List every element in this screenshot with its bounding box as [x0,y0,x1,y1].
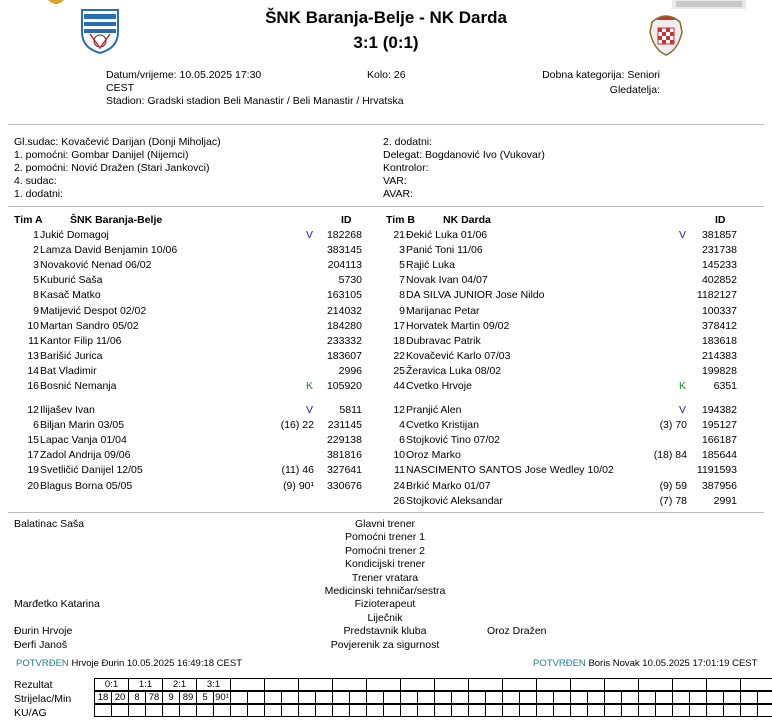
goalkeeper-mark: V [306,404,314,416]
player-name: Cvetko Kristijan [406,419,479,432]
divider [8,206,764,207]
scorer-minute-cell [247,691,265,704]
scorer-minute-cell [519,691,537,704]
player-name: Zadol Andrija 09/06 [40,449,131,462]
ku-ag-cell [332,704,350,717]
ku-ag-cell [655,704,673,717]
result-score-cell [536,678,571,691]
player-name: Ilijašev Ivan [40,404,95,416]
staff-role: Kondicijski trener [345,558,425,571]
ku-ag-cell [94,704,112,717]
player-name: Kasač Matko [40,289,101,302]
home-staff-name: Đerfi Janoš [14,638,68,651]
match-timezone: CEST [106,82,135,94]
ku-ag-cell [570,704,588,717]
scorer-minute-cell: 8 [128,691,146,704]
result-label: Rezultat [14,679,53,691]
player-id: 214383 [701,349,737,362]
player-number: 8 [33,289,39,302]
player-id: 383145 [326,244,362,257]
player-number: 19 [27,464,39,477]
result-score-cell [672,678,707,691]
scorer-minute-cell [689,691,707,704]
official-left-line: 1. pomoćni: Gombar Danijel (Nijemci) [14,149,189,161]
player-id: 214032 [326,304,362,317]
player-name: Jukić Domagoj [40,229,109,241]
scorer-minute-cell [400,691,418,704]
team-b-id-header: ID [715,214,726,226]
player-name: Stojković Aleksandar [406,494,503,507]
result-score-cell [468,678,503,691]
scorer-minute-cell [553,691,571,704]
player-id: 2991 [713,494,737,507]
result-score-cell [434,678,469,691]
result-score-cell [400,678,435,691]
official-left-line: 1. dodatni: [14,188,64,200]
result-score-cell [298,678,333,691]
goalkeeper-mark: V [306,229,314,241]
player-id: 185644 [701,449,737,462]
player-id: 5811 [339,404,362,416]
player-id: 231738 [701,244,737,257]
ku-ag-cell [689,704,707,717]
result-score-cell [570,678,605,691]
player-id: 1191593 [696,464,737,477]
player-id: 100337 [701,304,737,317]
scorer-minute-cell [502,691,520,704]
scorer-minute-cell: 18 [94,691,112,704]
official-right-line: Delegat: Bogdanović Ivo (Vukovar) [383,149,545,161]
result-score-cell [740,678,772,691]
player-name: Marijanac Petar [406,304,480,317]
player-number: 9 [33,304,39,317]
result-score-cell: 3:1 [196,678,231,691]
substitution-info: (11) 46 [281,464,314,477]
player-id: 2996 [338,364,362,377]
player-number: 4 [399,419,405,432]
confirm-right [533,658,757,669]
player-id: 381816 [326,449,362,462]
scorer-minute-cell [604,691,622,704]
player-name: Lapac Vanja 01/04 [40,434,127,447]
scorer-minute-cell [740,691,758,704]
away-team-logo [648,10,684,56]
captain-mark: K [306,380,314,392]
ku-ag-cell [638,704,656,717]
player-name: Kuburić Saša [40,274,103,287]
player-number: 3 [399,244,405,257]
scorer-minute-cell [536,691,554,704]
player-id: 330676 [326,479,362,492]
stadium: Stadion: Gradski stadion Beli Manastir / Beli Manastir / Hrvatska [106,95,404,107]
ku-ag-cell [706,704,724,717]
player-name: NASCIMENTO SANTOS Jose Wedley 10/02 [406,464,614,477]
scorer-minute-cell [638,691,656,704]
goalkeeper-mark: V [679,404,687,416]
player-id: 327641 [326,464,362,477]
staff-role: Pomoćni trener 1 [345,531,425,544]
player-name: Novaković Nenad 06/02 [40,259,152,272]
ku-ag-cell [451,704,469,717]
home-staff-name: Balatinac Saša [14,518,85,530]
player-name: Pranjić Alen [406,404,462,416]
ku-ag-label: KU/AG [14,707,47,719]
scorer-minute-cell [281,691,299,704]
substitution-info: (16) 22 [280,419,314,432]
substitution-info: (9) 90¹ [283,479,314,492]
official-right-line: VAR: [383,175,407,187]
player-name: Cvetko Hrvoje [406,380,472,392]
player-number: 18 [393,334,405,347]
team-a-id-header: ID [341,214,352,226]
confirm-left-text: Hrvoje Đurin 10.05.2025 16:49:18 CEST [71,658,243,669]
staff-role: Trener vratara [351,571,419,584]
player-name: Horvatek Martin 09/02 [406,319,510,332]
ku-ag-cell [298,704,316,717]
away-staff-name: Oroz Dražen [487,625,547,638]
result-score-cell: 1:1 [128,678,163,691]
ku-ag-cell [366,704,384,717]
player-id: 5730 [338,274,362,287]
team-a-name: ŠNK Baranja-Belje [70,214,163,226]
player-id: 387956 [701,479,737,492]
ku-ag-cell [519,704,537,717]
player-id: 381857 [701,229,737,241]
ku-ag-cell [485,704,503,717]
player-number: 13 [27,349,39,362]
ku-ag-cell [179,704,197,717]
ku-ag-cell [553,704,571,717]
ku-ag-cell [247,704,265,717]
divider [8,124,764,125]
player-number: 17 [393,319,405,332]
result-score-cell [230,678,265,691]
player-number: 6 [33,419,39,432]
player-name: Dubravac Patrik [406,334,481,347]
scorer-minute-cell [451,691,469,704]
scorer-minute-cell [315,691,333,704]
player-name: Martan Sandro 05/02 [40,319,139,332]
player-id: 199828 [701,364,737,377]
player-name: Stojković Tino 07/02 [406,434,500,447]
player-id: 402852 [701,274,737,287]
confirmed-label: POTVRĐEN [533,658,586,669]
player-number: 15 [27,434,39,447]
player-name: Žeravica Luka 08/02 [406,364,502,377]
player-name: Bat Vladimir [40,364,97,377]
player-number: 5 [399,259,405,272]
home-staff-name: Marđetko Katarina [14,598,100,611]
home-team-logo [80,8,120,54]
player-name: Kantor Filip 11/06 [40,334,122,347]
confirmed-label: POTVRĐEN [16,658,69,669]
result-score-cell: 0:1 [94,678,129,691]
scorer-minute-cell [570,691,588,704]
player-number: 24 [393,479,405,492]
ku-ag-cell [128,704,146,717]
player-number: 11 [28,334,39,347]
match-score: 3:1 (0:1) [353,33,419,52]
goalkeeper-mark: V [679,229,687,241]
ku-ag-cell [196,704,214,717]
player-name: Lamza David Benjamin 10/06 [40,244,178,257]
scorer-minute-cell [723,691,741,704]
staff-role: Glavni trener [354,518,416,530]
player-id: 163105 [326,289,362,302]
staff-role: Liječnik [367,611,403,624]
ku-ag-cell [434,704,452,717]
player-number: 10 [27,319,39,332]
player-id: 145233 [701,259,737,272]
scorer-minute-cell [468,691,486,704]
ku-ag-cell [349,704,367,717]
player-name: Rajić Luka [406,259,456,272]
player-id: 229138 [326,434,362,447]
ku-ag-cell [383,704,401,717]
ku-ag-cell [145,704,163,717]
player-number: 20 [27,479,39,492]
confirm-right-text: Boris Novak 10.05.2025 17:01:19 CEST [588,658,758,669]
player-number: 7 [399,274,405,287]
player-id: 105920 [326,380,362,392]
player-id: 166187 [701,434,737,447]
ku-ag-cell [536,704,554,717]
player-number: 11 [394,464,405,477]
player-number: 22 [393,349,405,362]
scorer-minute-cell [230,691,248,704]
scorer-minute-cell [366,691,384,704]
player-number: 17 [27,449,39,462]
player-number: 12 [27,404,39,416]
scorer-label: Strijelac/Min [14,693,72,705]
result-score-cell [638,678,673,691]
player-name: Kovačević Karlo 07/03 [406,349,511,362]
player-name: Novak Ivan 04/07 [406,274,488,287]
match-title: ŠNK Baranja-Belje - NK Darda [265,8,507,27]
ku-ag-cell [468,704,486,717]
spectators: Gledatelja: [609,84,660,96]
ku-ag-cell [604,704,622,717]
match-datetime: Datum/vrijeme: 10.05.2025 17:30 [106,69,262,81]
ku-ag-cell [723,704,741,717]
result-score-cell [502,678,537,691]
team-b-name: NK Darda [443,214,491,226]
team-a-label: Tim A [14,214,43,226]
player-id: 233332 [326,334,362,347]
player-name: Brkić Marko 01/07 [406,479,491,492]
scorer-minute-cell [349,691,367,704]
player-id: 378412 [701,319,737,332]
scorer-minute-cell: 78 [145,691,163,704]
official-right-line: AVAR: [383,188,413,200]
player-number: 10 [393,449,405,462]
player-id: 183607 [326,349,362,362]
ku-ag-cell [502,704,520,717]
scorer-minute-cell [485,691,503,704]
player-number: 6 [399,434,405,447]
player-name: Oroz Marko [406,449,461,462]
scorer-minute-cell [757,691,772,704]
scorer-minute-cell [655,691,673,704]
player-number: 26 [393,494,405,507]
player-id: 183618 [701,334,737,347]
scorer-minute-cell [264,691,282,704]
ku-ag-cell [162,704,180,717]
official-left-line: 2. pomoćni: Nović Dražen (Stari Jankovci) [14,162,210,174]
staff-role: Povjerenik za sigurnost [330,638,440,651]
ku-ag-cell [213,704,231,717]
partial-top-logo-left [46,0,66,6]
player-id: 184280 [326,319,362,332]
player-number: 3 [33,259,39,272]
player-id: 6351 [713,380,737,392]
player-number: 8 [399,289,405,302]
substitution-info: (9) 59 [659,479,687,492]
player-id: 195127 [701,419,737,432]
player-number: 9 [399,304,405,317]
scorer-minute-cell: 5 [196,691,214,704]
staff-role: Pomoćni trener 2 [345,544,425,557]
scorer-minute-cell [706,691,724,704]
scorer-minute-cell: 90¹ [213,691,231,704]
ku-ag-cell [672,704,690,717]
scorer-minute-cell [434,691,452,704]
official-right-line: 2. dodatni: [383,136,433,148]
player-number: 25 [393,364,405,377]
result-score-cell [264,678,299,691]
scorer-minute-cell: 9 [162,691,180,704]
official-left-line: 4. sudac: [14,175,57,187]
result-score-cell [604,678,639,691]
scorer-minute-cell: 20 [111,691,129,704]
ku-ag-cell [621,704,639,717]
player-id: 182268 [326,229,362,241]
ku-ag-cell [111,704,129,717]
ku-ag-cell [230,704,248,717]
player-number: 5 [33,274,39,287]
scorer-minute-cell: 89 [179,691,197,704]
staff-role: Predstavnik kluba [343,625,427,638]
divider [8,512,764,513]
ku-ag-cell [757,704,772,717]
player-number: 12 [393,404,405,416]
result-score-cell: 2:1 [162,678,197,691]
partial-top-badge-right [672,0,746,10]
player-name: DA SILVA JUNIOR Jose Nildo [406,289,545,302]
player-name: Panić Toni 11/06 [406,244,483,257]
ku-ag-cell [587,704,605,717]
player-id: 194382 [701,404,737,416]
player-name: Matijević Despot 02/02 [40,304,147,317]
age-category: Dobna kategorija: Seniori [542,69,660,81]
scorer-minute-cell [383,691,401,704]
player-number: 1 [33,229,39,241]
scorer-minute-cell [298,691,316,704]
team-b-label: Tim B [386,214,415,226]
official-left-line: Gl.sudac: Kovačević Darijan (Donji Miholjac) [14,136,221,148]
captain-mark: K [679,380,687,392]
player-number: 21 [393,229,405,241]
player-number: 2 [33,244,39,257]
substitution-info: (7) 78 [659,494,687,507]
player-name: Blagus Borna 05/05 [40,479,133,492]
ku-ag-cell [417,704,435,717]
confirm-left [16,658,242,669]
ku-ag-cell [281,704,299,717]
result-score-cell [706,678,741,691]
scorer-minute-cell [587,691,605,704]
scorer-minute-cell [621,691,639,704]
official-right-line: Kontrolor: [383,162,429,174]
player-number: 44 [393,380,405,392]
player-id: 204113 [327,259,362,272]
home-staff-name: Đurin Hrvoje [14,625,73,638]
match-round: Kolo: 26 [367,69,406,81]
staff-role: Medicinski tehničar/sestra [324,585,446,597]
ku-ag-cell [264,704,282,717]
player-id: 1182127 [696,289,737,302]
ku-ag-cell [315,704,333,717]
staff-role: Fizioterapeut [354,598,416,611]
player-number: 16 [27,380,39,392]
player-name: Đekić Luka 01/06 [406,229,488,241]
ku-ag-cell [740,704,758,717]
player-name: Barišić Jurica [40,349,103,362]
scorer-minute-cell [417,691,435,704]
player-number: 14 [27,364,39,377]
substitution-info: (3) 70 [659,419,687,432]
player-name: Svetličić Danijel 12/05 [40,464,143,477]
result-score-cell [332,678,367,691]
player-name: Biljan Marin 03/05 [40,419,125,432]
scorer-minute-cell [672,691,690,704]
result-score-cell [366,678,401,691]
player-name: Bosnić Nemanja [40,380,117,392]
scorer-minute-cell [332,691,350,704]
ku-ag-cell [400,704,418,717]
substitution-info: (18) 84 [653,449,687,462]
player-id: 231145 [327,419,362,432]
